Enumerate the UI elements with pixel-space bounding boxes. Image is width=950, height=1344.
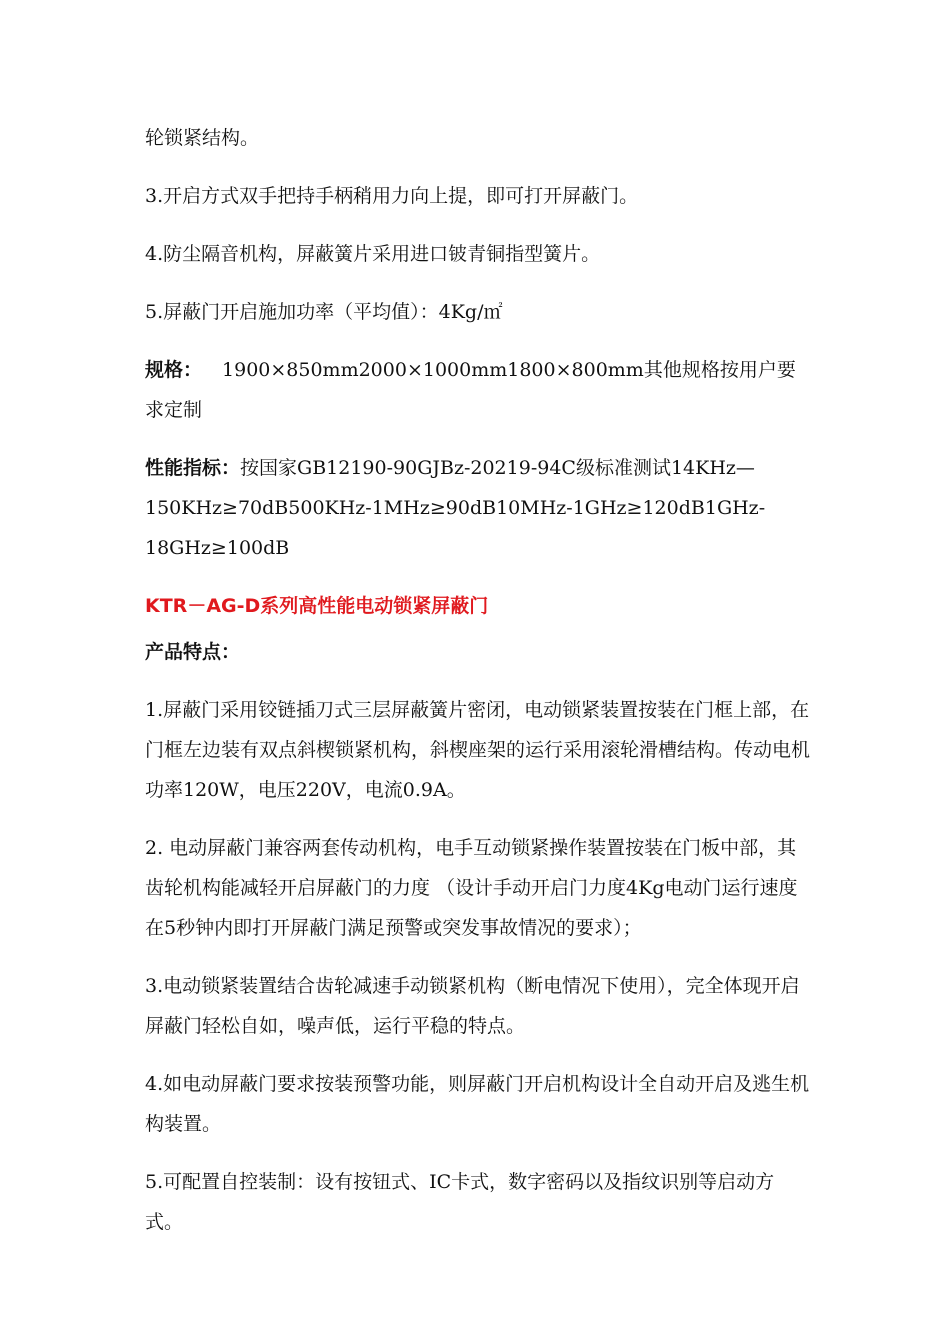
- section-title: KTR－AG-D系列高性能电动锁紧屏蔽门: [145, 595, 489, 617]
- feature-item-2: 2. 电动屏蔽门兼容两套传动机构，电手互动锁紧操作装置按装在门板中部，其齿轮机构能减轻开启屏蔽门的力度 （设计手动开启门力度4Kg电动门运行速度在5秒钟内即打开屏蔽门满足预警或突发事故情况的要求）；: [145, 837, 798, 939]
- spec-value: 1900×850mm2000×1000mm1800×800mm其他规格按用户要求定制: [145, 359, 796, 421]
- document-page: [145, 118, 810, 1260]
- performance-paragraph: [145, 448, 810, 568]
- features-label: 产品特点：: [145, 641, 241, 663]
- feature-item-3: 3.电动锁紧装置结合齿轮减速手动锁紧机构（断电情况下使用），完全体现开启屏蔽门轻松自如，噪声低，运行平稳的特点。: [145, 975, 800, 1037]
- feature-item-5: 5.可配置自控装制：设有按钮式、IC卡式，数字密码以及指纹识别等启动方式。: [145, 1171, 775, 1233]
- text-line-4: 5.屏蔽门开启施加功率（平均值）：4Kg/㎡: [145, 301, 503, 323]
- performance-label: 性能指标：: [145, 457, 241, 479]
- spec-paragraph: [145, 350, 810, 430]
- feature-item-4: 4.如电动屏蔽门要求按装预警功能，则屏蔽门开启机构设计全自动开启及逃生机构装置。: [145, 1073, 810, 1135]
- text-line-2: 3.开启方式双手把持手柄稍用力向上提，即可打开屏蔽门。: [145, 185, 639, 207]
- text-line-3: 4.防尘隔音机构，屏蔽簧片采用进口铍青铜指型簧片。: [145, 243, 601, 265]
- performance-value: 按国家GB12190-90GJBz-20219-94C级标准测试14KHz—150KHz≥70dB500KHz-1MHz≥90dB10MHz-1GHz≥120dB1GHz-18GHz≥100dB: [145, 457, 766, 559]
- text-line-1: 轮锁紧结构。: [145, 127, 260, 149]
- feature-item-1: 1.屏蔽门采用铰链插刀式三层屏蔽簧片密闭，电动锁紧装置按装在门框上部，在门框左边装有双点斜楔锁紧机构，斜楔座架的运行采用滚轮滑槽结构。传动电机功率120W，电压220V，电流0.9A。: [145, 699, 811, 801]
- spec-label: 规格：: [145, 359, 203, 381]
- features-label-paragraph: [145, 632, 810, 672]
